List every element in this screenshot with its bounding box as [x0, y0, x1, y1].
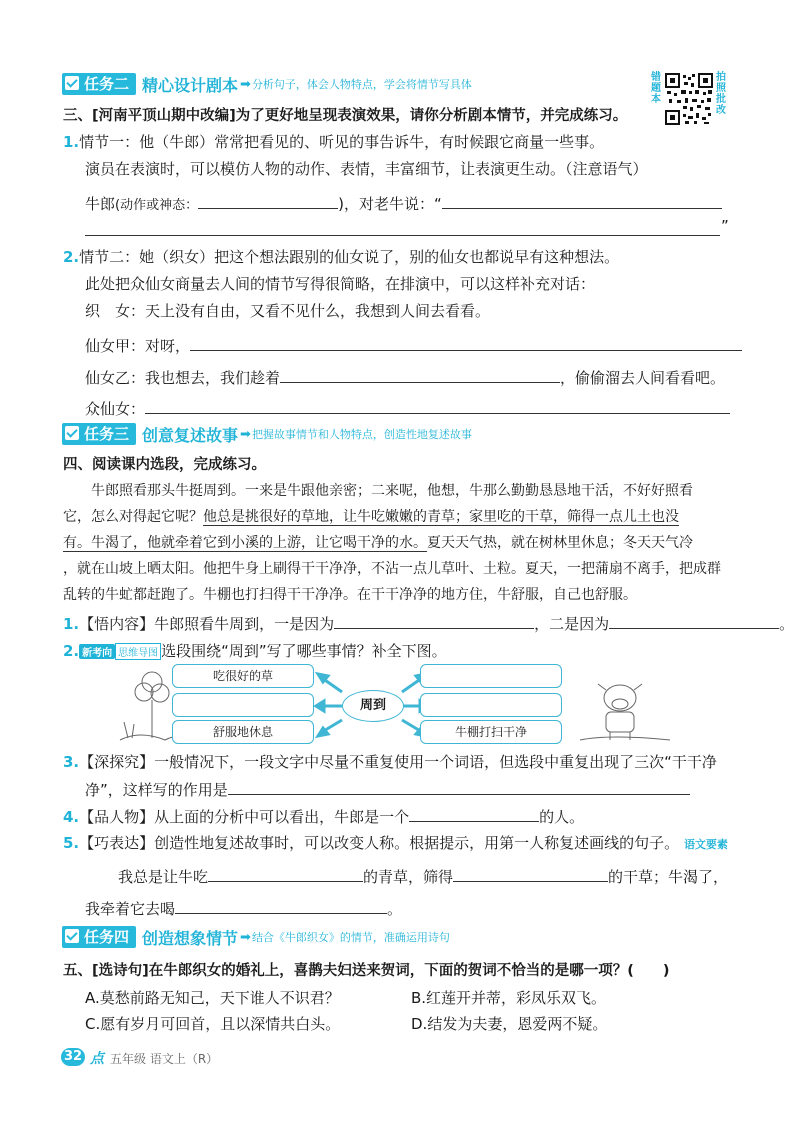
- task4-header: [62, 926, 450, 948]
- qr-left-label: 错题本: [651, 72, 661, 105]
- q4-item5-fill2: 我牵着它去喝 。: [85, 897, 402, 919]
- mindmap-right-box-3: 牛棚打扫干净: [420, 720, 562, 744]
- dialogue-zhongxian: 众仙女：: [85, 397, 730, 419]
- q4-item5: 5.【巧表达】创造性地复述故事时，可以改变人称。根据提示，用第一人称复述画线的句子。 语文要素: [63, 834, 728, 852]
- q5-option-a[interactable]: A.莫愁前路无知己，天下谁人不识君？: [85, 989, 340, 1007]
- dialogue-xianjia: 仙女甲：对呀，: [85, 334, 742, 356]
- task3-name: 创意复述故事: [142, 425, 239, 445]
- q4-item1: 1.【悟内容】牛郎照看牛周到，一是因为 ，二是因为 。: [63, 612, 794, 634]
- mindmap-right-box-2[interactable]: [420, 693, 562, 717]
- answer-blank[interactable]: [453, 865, 608, 882]
- answer-blank[interactable]: [280, 366, 560, 383]
- mindmap-left-box-3: 舒服地休息: [172, 720, 314, 744]
- new-direction-tag: 新考向: [79, 644, 115, 659]
- task2-name: 精心设计剧本: [142, 75, 239, 95]
- q3-item1-line2: 演员在表演时，可以模仿人物的动作、表情，丰富细节，让表演更生动。（注意语气）: [85, 160, 648, 178]
- answer-blank[interactable]: [85, 235, 720, 236]
- answer-blank[interactable]: [190, 334, 742, 351]
- answer-blank[interactable]: [409, 805, 539, 822]
- q5-option-b[interactable]: B.红莲开并蒂，彩凤乐双飞。: [411, 989, 607, 1007]
- passage-line: ，就在山坡上晒太阳。他把牛身上刷得干干净净，不沾一点儿草叶、土粒。夏天，一把蒲扇不离手，把成群: [63, 561, 721, 577]
- q4-item5-fill1: 我总是让牛吃 的青草，筛得 的干草；牛渴了，: [118, 865, 728, 887]
- q4-item4: 4.【品人物】从上面的分析中可以看出，牛郎是一个 的人。: [63, 805, 584, 827]
- check-icon: [65, 929, 79, 943]
- q3-item1-fill: 牛郎(动作或神态： )，对老牛说：“: [85, 192, 722, 214]
- q3-item2-line2: 此处把众仙女商量去人间的情节写得很简略，在排演中，可以这样补充对话：: [85, 275, 596, 293]
- arrow-icon: ➡: [240, 426, 251, 442]
- mindmap-left-box-2[interactable]: [172, 693, 314, 717]
- dialogue-xianyi: 仙女乙：我也想去，我们趁着 ，偷偷溜去人间看看吧。: [85, 366, 725, 388]
- mindmap-center: 周到: [342, 690, 404, 722]
- task4-desc: 结合《牛郎织女》的情节，准确运用诗句: [251, 931, 450, 944]
- qr-code-icon[interactable]: [664, 72, 714, 126]
- brand-logo: 点: [90, 1051, 104, 1067]
- passage-line: 乱转的牛虻都赶跑了。牛棚也打扫得干干净净。在干干净净的地方住，牛舒服，自己也舒服。: [63, 587, 637, 603]
- task3-header: [62, 423, 472, 445]
- q4-title: 四、阅读课内选段，完成练习。: [63, 457, 266, 473]
- task4-name: 创造想象情节: [142, 928, 239, 948]
- mindmap-tag: 思维导图: [115, 643, 161, 660]
- task2-label: 任务二: [62, 73, 136, 95]
- q4-item3-line1: 3.【深探究】一般情况下，一段文字中尽量不重复使用一个词语，但选段中重复出现了三次“干干净: [63, 753, 717, 771]
- passage-line: 它，怎么对得起它呢？他总是挑很好的草地，让牛吃嫩嫩的青草；家里吃的干草，筛得一点儿土也没: [63, 509, 679, 525]
- check-icon: [65, 76, 79, 90]
- dialogue-zhinv: 织 女：天上没有自由，又看不见什么，我想到人间去看看。: [85, 302, 491, 320]
- q5-option-c[interactable]: C.愿有岁月可回首，且以深情共白头。: [85, 1015, 341, 1033]
- mindmap-right-box-1[interactable]: [420, 664, 562, 688]
- answer-blank[interactable]: [442, 192, 722, 209]
- check-icon: [65, 426, 79, 440]
- q5-title: 五、[选诗句]在牛郎织女的婚礼上，喜鹊夫妇送来贺词，下面的贺词不恰当的是哪一项？( ): [63, 963, 670, 979]
- answer-blank[interactable]: [228, 778, 690, 795]
- underlined-sentence: 他总是挑很好的草地，让牛吃嫩嫩的青草；家里吃的干草，筛得一点儿土也没: [203, 509, 679, 525]
- quote-close: ”: [721, 217, 729, 235]
- qr-right-label: 拍照批改: [716, 72, 726, 116]
- arrow-icon: ➡: [240, 929, 251, 945]
- answer-blank[interactable]: [334, 612, 534, 629]
- key-element-tag: 语文要素: [683, 838, 728, 851]
- task2-header: [62, 73, 472, 95]
- task3-desc: 把握故事情节和人物特点，创造性地复述故事: [251, 428, 472, 441]
- q4-passage: [63, 478, 731, 608]
- footer-text: 五年级 语文上（R）: [110, 1052, 219, 1066]
- passage-line: 有。牛渴了，他就牵着它到小溪的上游，让它喝干净的水。夏天天气热，就在树林里休息；冬天天气冷: [63, 535, 693, 551]
- q4-item3-line2: 净”，这样写的作用是: [85, 778, 690, 800]
- task4-label: 任务四: [62, 926, 136, 948]
- q3-item2-line1: 2.情节二：她（织女）把这个想法跟别的仙女说了，别的仙女也都说早有这种想法。: [63, 248, 620, 266]
- q5-option-d[interactable]: D.结发为夫妻，恩爱两不疑。: [411, 1015, 608, 1033]
- answer-blank[interactable]: [208, 865, 363, 882]
- answer-blank[interactable]: [145, 397, 730, 414]
- q3-item1-line1: 1.情节一：他（牛郎）常常把看见的、听见的事告诉牛，有时候跟它商量一些事。: [63, 133, 605, 151]
- mindmap-left-box-1: 吃很好的草: [172, 664, 314, 688]
- q4-item2: 2. 新考向 思维导图 选段围绕“周到”写了哪些事情？补全下图。: [63, 642, 447, 660]
- q3-title: 三、[河南平顶山期中改编]为了更好地呈现表演效果，请你分析剧本情节，并完成练习。: [63, 108, 628, 124]
- answer-blank[interactable]: [175, 897, 387, 914]
- page-number: 32: [61, 1048, 85, 1066]
- passage-line: 牛郎照看那头牛挺周到。一来是牛跟他亲密；二来呢，他想，牛那么勤勤恳恳地干活，不好好照看: [91, 483, 693, 499]
- arrow-icon: ➡: [240, 76, 251, 92]
- answer-blank[interactable]: [609, 612, 779, 629]
- task2-desc: 分析句子，体会人物特点，学会将情节写具体: [251, 78, 472, 91]
- answer-blank[interactable]: [198, 192, 338, 209]
- task3-label: 任务三: [62, 423, 136, 445]
- underlined-sentence: 有。牛渴了，他就牵着它到小溪的上游，让它喝干净的水。: [63, 535, 427, 551]
- mindmap: [110, 660, 700, 745]
